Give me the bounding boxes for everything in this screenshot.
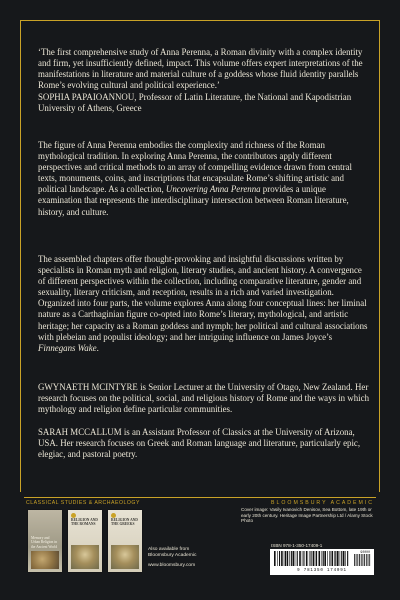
series-label: CLASSICAL STUDIES & ARCHAEOLOGY [26,500,140,506]
related-book-image-2 [71,545,99,569]
endorsement-attribution [38,92,369,114]
barcode-bar [297,551,298,566]
barcode-bar [334,551,335,566]
barcode-bar [322,551,323,566]
para2-text-a: The assembled chapters offer thought-provoking and insightful discussions written by specialists in Roman myth and religion, literary studies, and ancient history. A convergence of different perspectives within the collection, including comparative literature, gender and sexuality, literary criticism, and reception, results in a rich and varied investigation. Organized into four parts, the volume explores Anna along four conceptual lines: her liminal nature as a Carthaginian figure co-opted into Rome’s literary, mythological, and artistic heritage; her capacity as a Roman goddess and nymph; her political and cultural associations with plebeian and populist ideology; and her intriguing influence on James Joyce’s [38,254,368,342]
barcode-bar [341,551,342,566]
barcode-bar [340,551,341,566]
description-paragraph-2 [38,254,369,354]
cover-image-credit: Cover image: Vasily Ivanovich Denisov, Sea Bottom, late 19th or early 20th century. Heritage Image Partnership Ltd / Alamy Stock Photo [241,507,373,524]
barcode-addon-bar [364,554,365,566]
barcode-bar [277,551,278,566]
barcode-bar [293,551,295,566]
publisher-website: www.bloomsbury.com [148,563,196,568]
barcode-addon-bar [356,554,357,566]
para1-text-a: The figure of Anna Perenna embodies the complexity and richness of the Roman mythological tradition. In exploring Anna Perenna, the contributors apply different perspectives and critical methods to an array of compelling evidence drawn from central texts, monuments, coins, and inscriptions that encapsulate Rome’s shifting artistic and political landscape. As a collection, [38,140,352,195]
barcode-bar [313,551,315,566]
barcode-bar [295,551,296,566]
editor-bio-text-2: is an Assistant Professor of Classics at the University of Arizona, USA. Her research focuses on Greek and Roman language and literature, particularly epic, elegiac, and pastoral poetry. [38,427,361,460]
editor-bio-text-1: is Senior Lecturer at the University of Otago, New Zealand. Her research focuses on the political, social, and religious history of Rome and the ways in which mythology and religion define particular communities. [38,382,370,415]
also-available-line-2: Bloomsbury Academic [148,553,197,558]
isbn: ISBN 978-1-350-17409-1 [271,543,323,548]
description-paragraph-1 [38,140,369,218]
endorsement-quote [38,47,369,91]
left-border [20,20,21,492]
barcode-addon-bar [357,554,358,566]
related-book-title-1: Memory and Urban Religion in the Ancient World [31,536,58,549]
price-code: 90000 [360,550,370,554]
barcode-bar [324,551,326,566]
related-book-cover-2 [68,510,102,572]
barcode-bar [332,551,334,566]
book-title-italic: Uncovering Anna Perenna [165,184,261,195]
editor-name-1: GWYNAETH MCINTYRE [38,382,138,392]
related-book-title-3: RELIGION AND THE GREEKS [111,518,138,527]
barcode-bar [337,551,339,566]
barcode-addon-bar [361,554,362,566]
endorser-name: SOPHIA PAPAIOANNOU [38,92,135,102]
barcode-bar [347,551,348,566]
barcode-bar [285,551,286,566]
barcode-bar [327,551,328,566]
barcode-bar [284,551,285,566]
barcode-addon-bar [368,554,369,566]
endorser-role: , Professor of Latin Literature, the National and Kapodistrian University of Athens, Greece [38,92,352,114]
barcode-bar [287,551,289,566]
barcode-bar [279,551,280,566]
para2-text-b: . [96,342,99,353]
barcode-bar [343,551,345,566]
publisher-label: BLOOMSBURY ACADEMIC [271,500,374,506]
barcode-bar [299,551,301,566]
barcode [270,549,374,575]
related-book-title-2: RELIGION AND THE ROMANS [71,518,98,527]
right-border [379,20,380,492]
barcode-bar [306,551,308,566]
related-book-cover-1 [28,510,62,572]
barcode-bar [302,551,303,566]
barcode-bar [316,551,317,566]
barcode-addon-bar [369,554,370,566]
barcode-bar [274,551,276,566]
also-available-note [148,547,196,569]
related-book-image-1 [31,551,59,569]
barcode-addon-bar [363,554,364,566]
also-available-line-1: Also available from [148,547,190,552]
barcode-bar [303,551,304,566]
barcode-bar [345,551,346,566]
barcode-bar [315,551,316,566]
editor-bio-1 [38,382,369,415]
barcode-bar [323,551,324,566]
barcode-bar [319,551,321,566]
barcode-bar [281,551,283,566]
para1-text-b: provides a unique examination that represents the interdisciplinary intersection between Roman literature, history, and culture. [38,184,349,217]
editor-bio-2 [38,427,369,460]
barcode-bar [291,551,292,566]
barcode-addon-bar [366,554,367,566]
barcode-addon-bar [354,554,355,566]
barcode-bar [311,551,312,566]
barcode-bar [309,551,310,566]
barcode-bar [329,551,330,566]
editor-name-2: SARAH MCCALLUM [38,427,122,437]
footer-divider [24,497,376,498]
endorsement-quote-text: ‘The first comprehensive study of Anna Perenna, a Roman divinity with a complex identity and firm, yet insufficiently defined, impact. This volume offers expert interpretations of the manifestations in literature and material culture of a goddess whose fluid identity parallels Rome’s evolving cultural and political experience.’ [38,47,363,91]
barcode-digits: 9 781350 174091 [297,569,347,573]
barcode-bar [335,551,336,566]
related-book-image-3 [111,545,139,569]
related-book-cover-3 [108,510,142,572]
barcode-bar [289,551,290,566]
finnegans-wake-italic: Finnegans Wake [38,342,97,353]
barcode-addon-bar [359,554,360,566]
barcode-bars [270,549,374,569]
top-border [20,20,380,21]
